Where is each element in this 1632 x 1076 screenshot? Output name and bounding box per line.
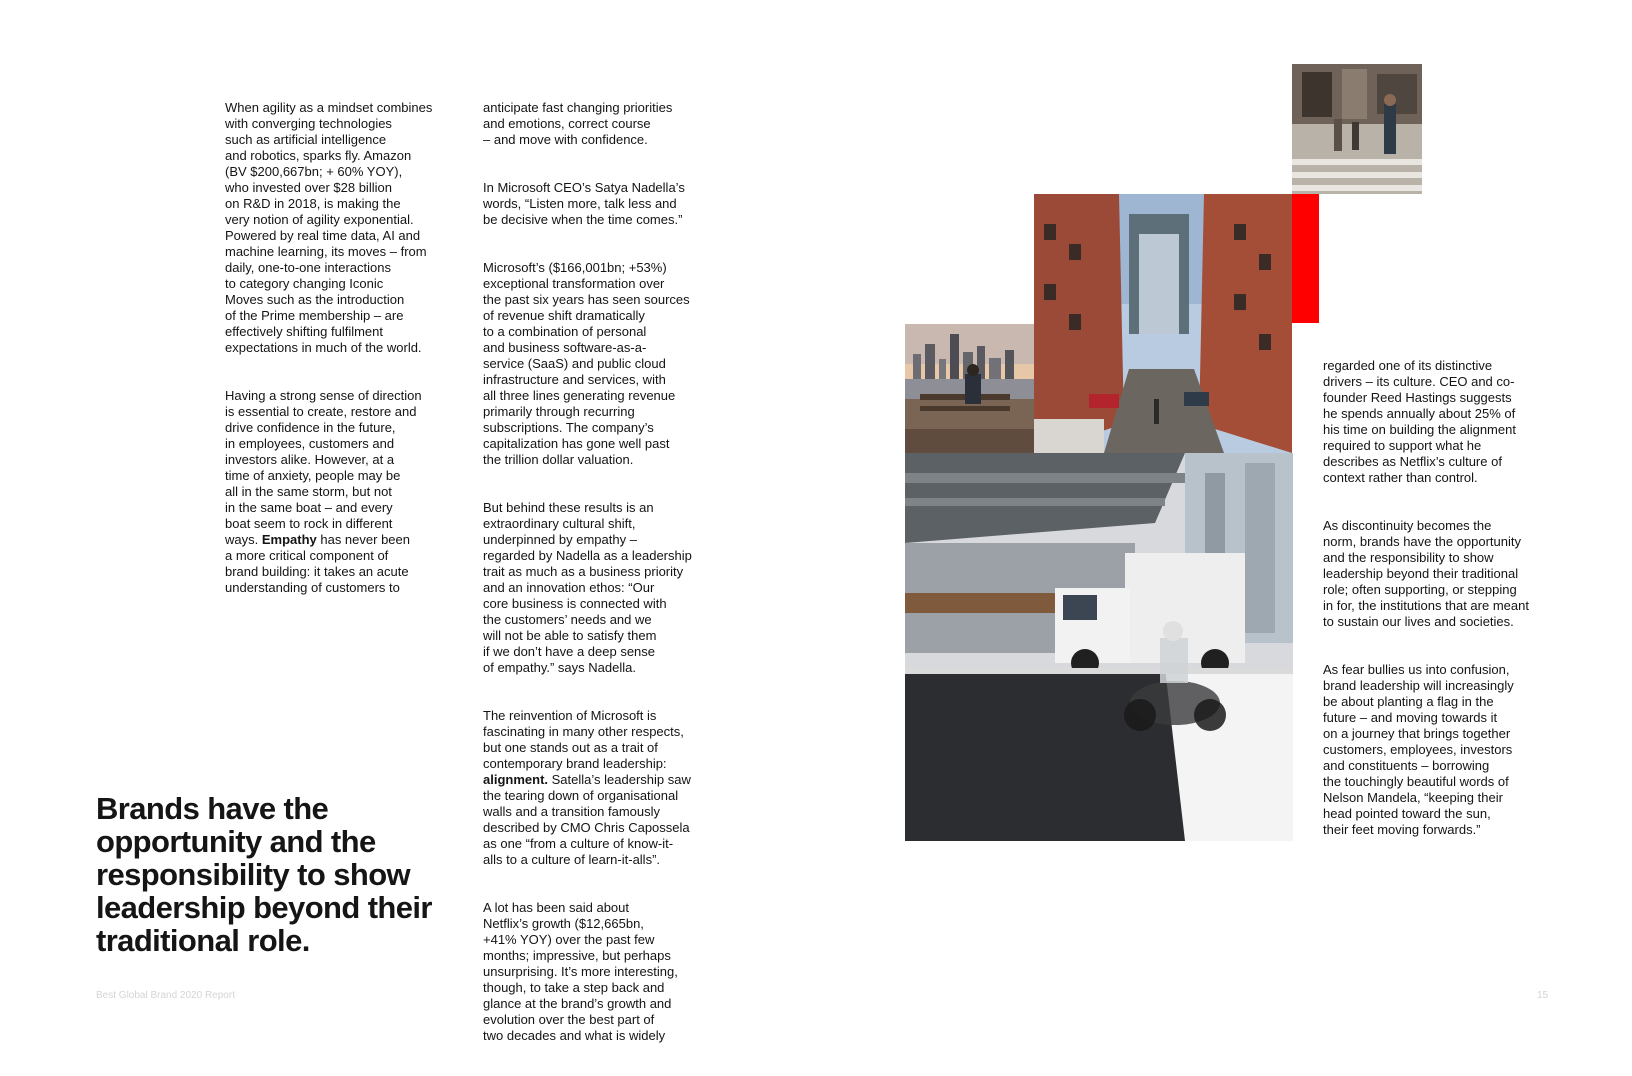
paragraph-cultural-shift: But behind these results is an extraordinary cultural shift, underpinned by empathy – regarded by Nadella as a leadership trait as much as a business priority and an innovation ethos: “Our core business is connected with the customers’ needs and we will not be able to satisfy them if we don’t have a deep sense of empathy.” says Nadella. [483,500,692,675]
skyline-bench-photo [905,324,1034,453]
paragraph-anticipate: anticipate fast changing priorities and emotions, correct course – and move with confidence. [483,100,673,147]
manhattan-bridge-photo [1034,194,1292,453]
street-crosswalk-photo [1292,64,1422,194]
text-column-1 [225,84,465,628]
footer-report-title: Best Global Brand 2020 Report [96,990,235,1001]
paragraph-amazon-agility: When agility as a mindset combines with converging technologies such as artificial intelligence and robotics, sparks fly. Amazon (BV $200,667bn; + 60% YOY), who invested over $28 billion on R&D in 2018, is making the very notion of agility exponential. Powered by real time data, AI and machine learning, its moves – from daily, one-to-one interactions to category changing Iconic Moves such as the introduction of the Prime membership – are effectively shifting fulfilment expectations in much of the world. [225,100,433,355]
paragraph-discontinuity: As discontinuity becomes the norm, brands have the opportunity and the responsibility to show leadership beyond their traditional role; often supporting, or stepping in for, the institutions that are meant to sustain our lives and societies. [1323,518,1529,629]
empathy-keyword: Empathy [261,532,317,547]
paragraph-nadella-quote: In Microsoft CEO’s Satya Nadella’s words, “Listen more, talk less and be decisive when the time comes.” [483,180,685,227]
footer-page-number: 15 [1537,990,1549,1001]
paragraph-netflix-culture: regarded one of its distinctive drivers – its culture. CEO and co- founder Reed Hastings suggests he spends annually about 25% of his time on building the alignment required to support what he describes as Netflix’s culture of context rather than control. [1323,358,1516,485]
text-column-2 [483,84,723,1076]
red-accent-bar [1292,194,1319,323]
paragraph-empathy-end: has never been a more critical component of brand building: it takes an acute understanding of customers to [225,532,410,595]
paragraph-alignment-start: The reinvention of Microsoft is fascinating in many other respects, but one stands out as a trait of contemporary brand leadership: [483,708,684,771]
paragraph-mandela: As fear bullies us into confusion, brand leadership will increasingly be about planting a flag in the future – and moving towards it on a journey that brings together customers, employees, investors and constituents – borrowing the touchingly beautiful words of Nelson Mandela, “keeping their head pointed toward the sun, their feet moving forwards.” [1323,662,1514,837]
street-truck-motorcycle-photo [905,453,1293,841]
paragraph-alignment-end: Satella’s leadership saw the tearing down of organisational walls and a transition famously described by CMO Chris Capossela as one “from a culture of know-it- alls to a culture of learn-it-alls”. [483,772,691,867]
paragraph-microsoft-transformation: Microsoft’s ($166,001bn; +53%) exceptional transformation over the past six years has seen sources of revenue shift dramatically to a combination of personal and business software-as-a- service (SaaS) and public cloud infrastructure and services, with all three lines generating revenue primarily through recurring subscriptions. The company’s capitalization has gone well past the trillion dollar valuation. [483,260,690,467]
alignment-keyword: alignment. [483,772,549,787]
paragraph-netflix-growth: A lot has been said about Netflix’s growth ($12,665bn, +41% YOY) over the past few months; impressive, but perhaps unsurprising. It’s more interesting, though, to take a step back and glance at the brand’s growth and evolution over the best part of two decades and what is widely [483,900,678,1043]
paragraph-alignment [483,708,723,868]
text-column-3 [1323,342,1563,870]
paragraph-empathy [225,388,465,596]
paragraph-empathy-start: Having a strong sense of direction is essential to create, restore and drive confidence in the future, in employees, customers and investors alike. However, at a time of anxiety, people may be all in the same storm, but not in the same boat – and every boat seem to rock in different ways. [225,388,422,547]
pull-quote-headline: Brands have the opportunity and the responsibility to show leadership beyond their traditional role. [96,791,432,958]
